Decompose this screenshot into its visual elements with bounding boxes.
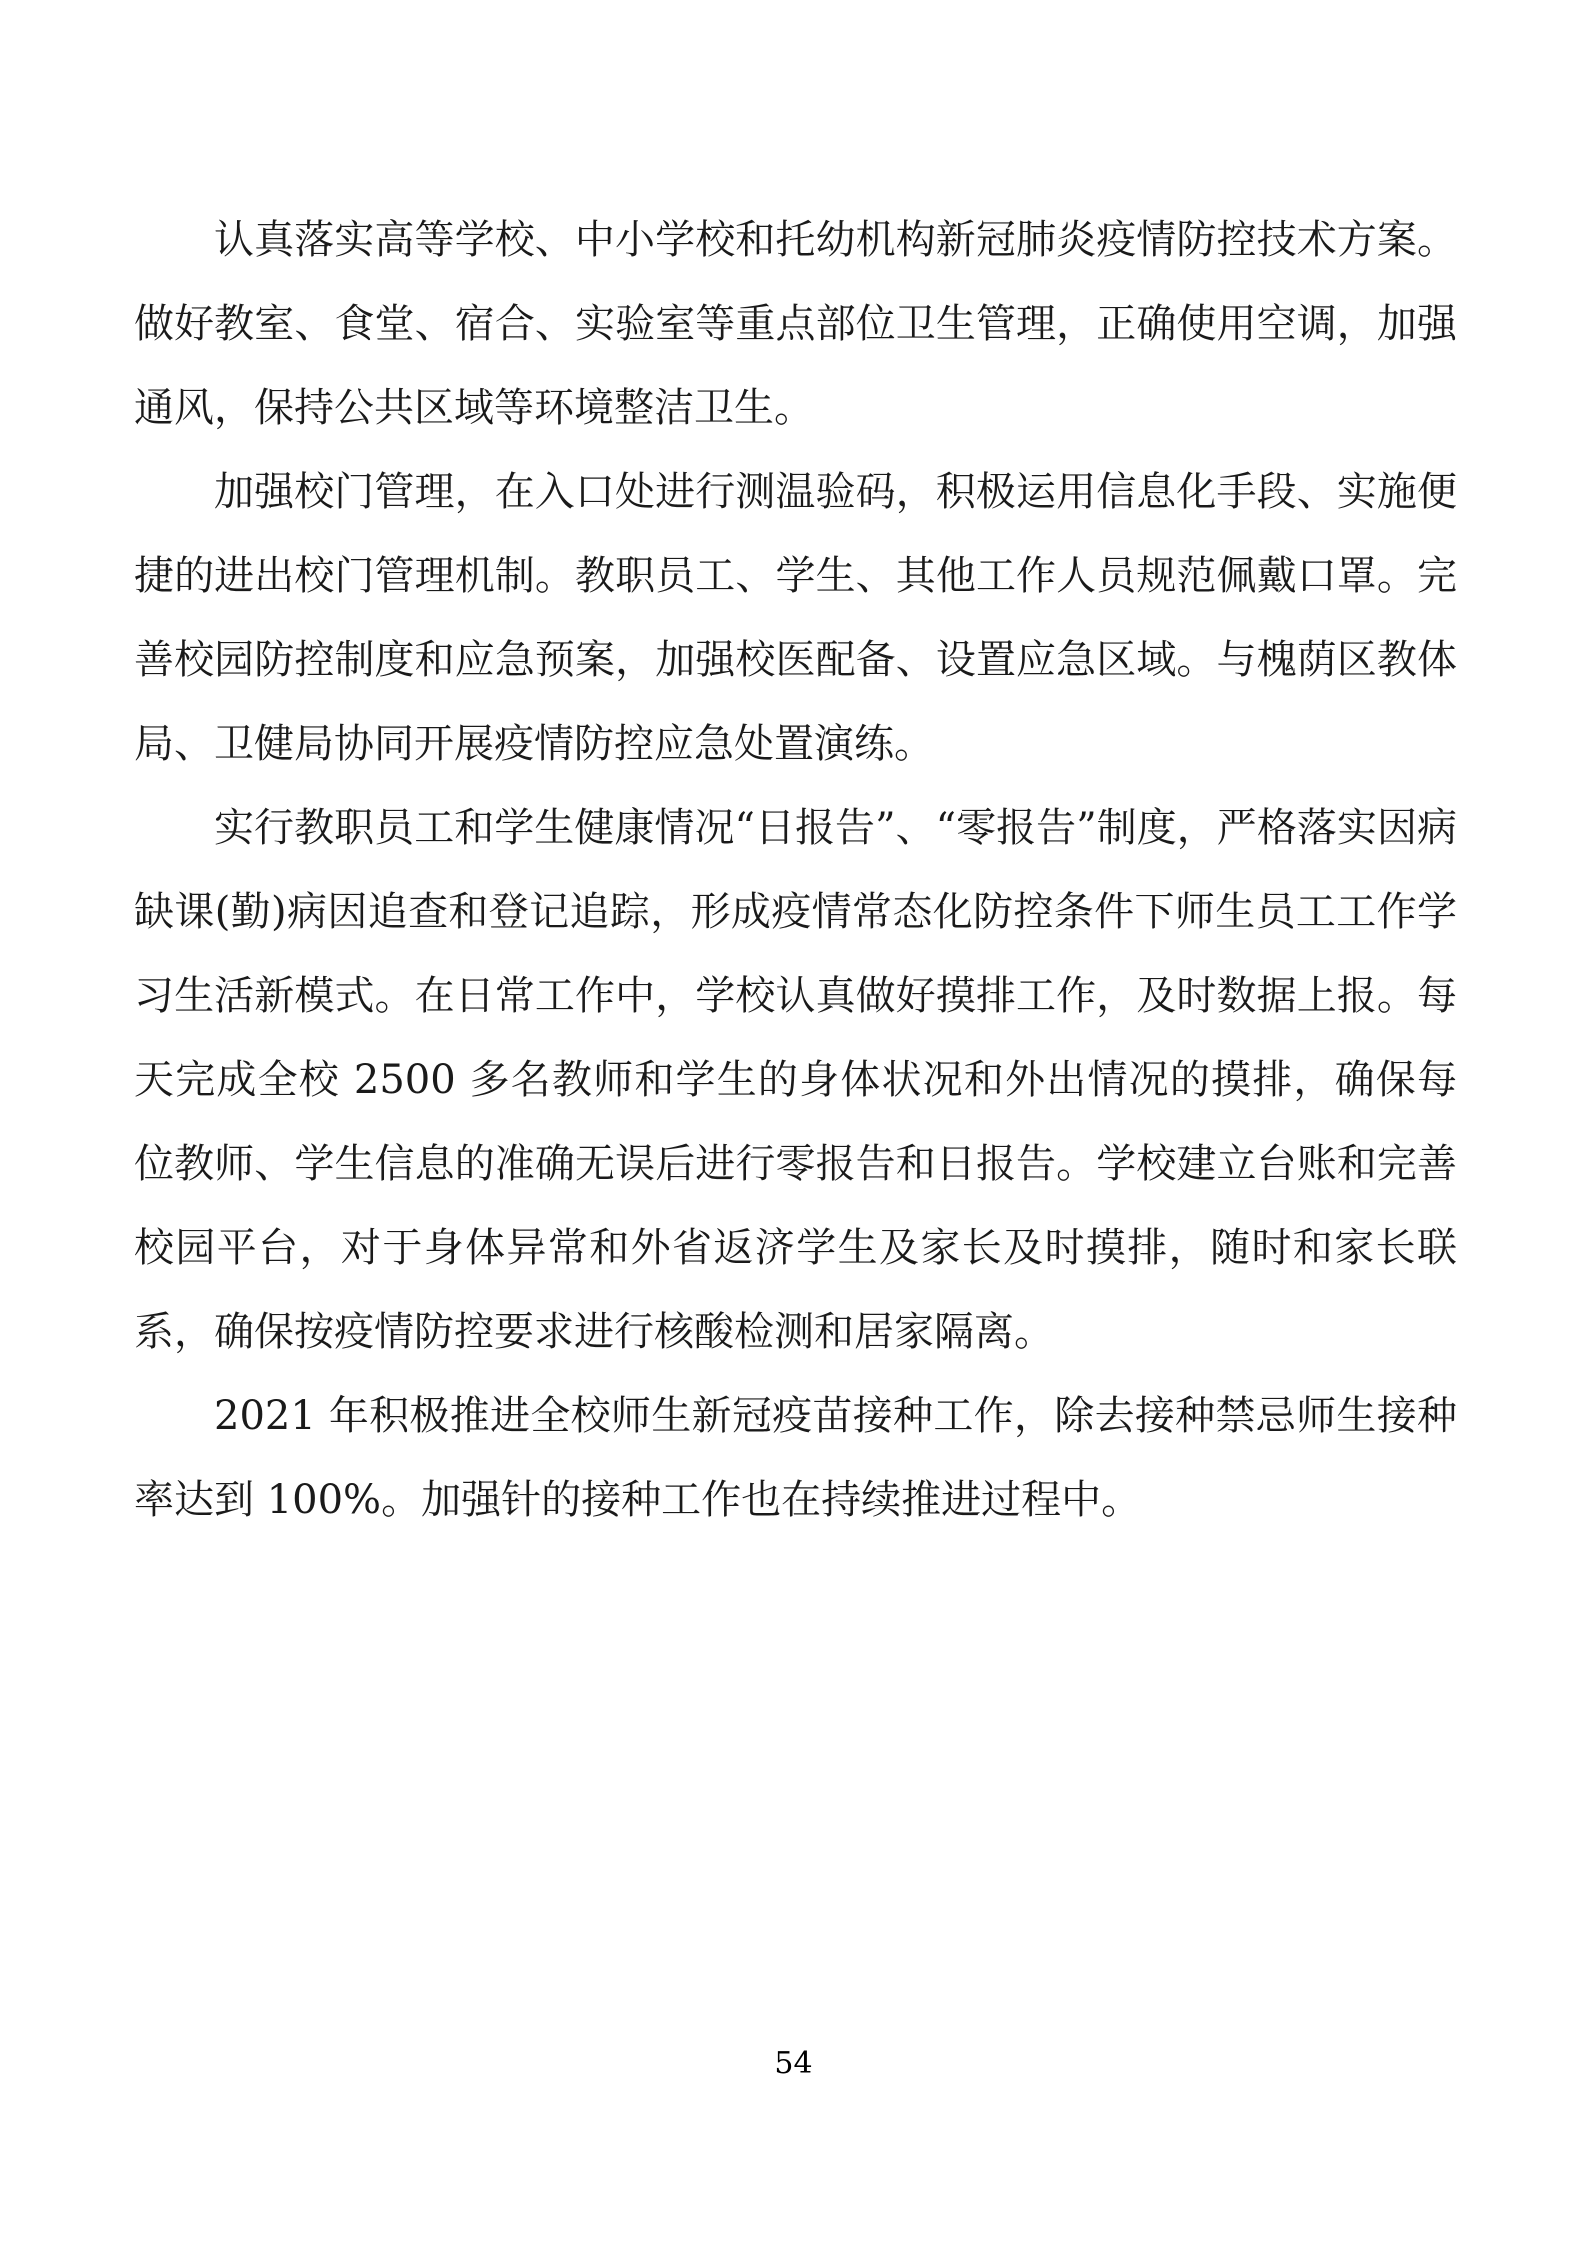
paragraph-4: 2021 年积极推进全校师生新冠疫苗接种工作，除去接种禁忌师生接种率达到 100%。加强针的接种工作也在持续推进过程中。: [134, 1393, 1457, 1523]
paragraph-3: 实行教职员工和学生健康情况“日报告”、“零报告”制度，严格落实因病缺课(勤)病因追查和登记追踪，形成疫情常态化防控条件下师生员工工作学习生活新模式。在日常工作中，学校认真做好摸排工作，及时数据上报。每天完成全校 2500 多名教师和学生的身体状况和外出情况的摸排，确保每位教师、学生信息的准确无误后进行零报告和日报告。学校建立台账和完善校园平台，对于身体异常和外省返济学生及家长及时摸排，随时和家长联系，确保按疫情防控要求进行核酸检测和居家隔离。: [134, 805, 1457, 1355]
document-body: [134, 198, 1457, 1542]
page-footer: [0, 2046, 1587, 2082]
page-number: 54: [774, 2046, 813, 2081]
paragraph-2: 加强校门管理，在入口处进行测温验码，积极运用信息化手段、实施便捷的进出校门管理机制。教职员工、学生、其他工作人员规范佩戴口罩。完善校园防控制度和应急预案，加强校医配备、设置应急区域。与槐荫区教体局、卫健局协同开展疫情防控应急处置演练。: [134, 469, 1457, 767]
paragraph-1: 认真落实高等学校、中小学校和托幼机构新冠肺炎疫情防控技术方案。做好教室、食堂、宿合、实验室等重点部位卫生管理，正确使用空调，加强通风，保持公共区域等环境整洁卫生。: [134, 217, 1457, 431]
